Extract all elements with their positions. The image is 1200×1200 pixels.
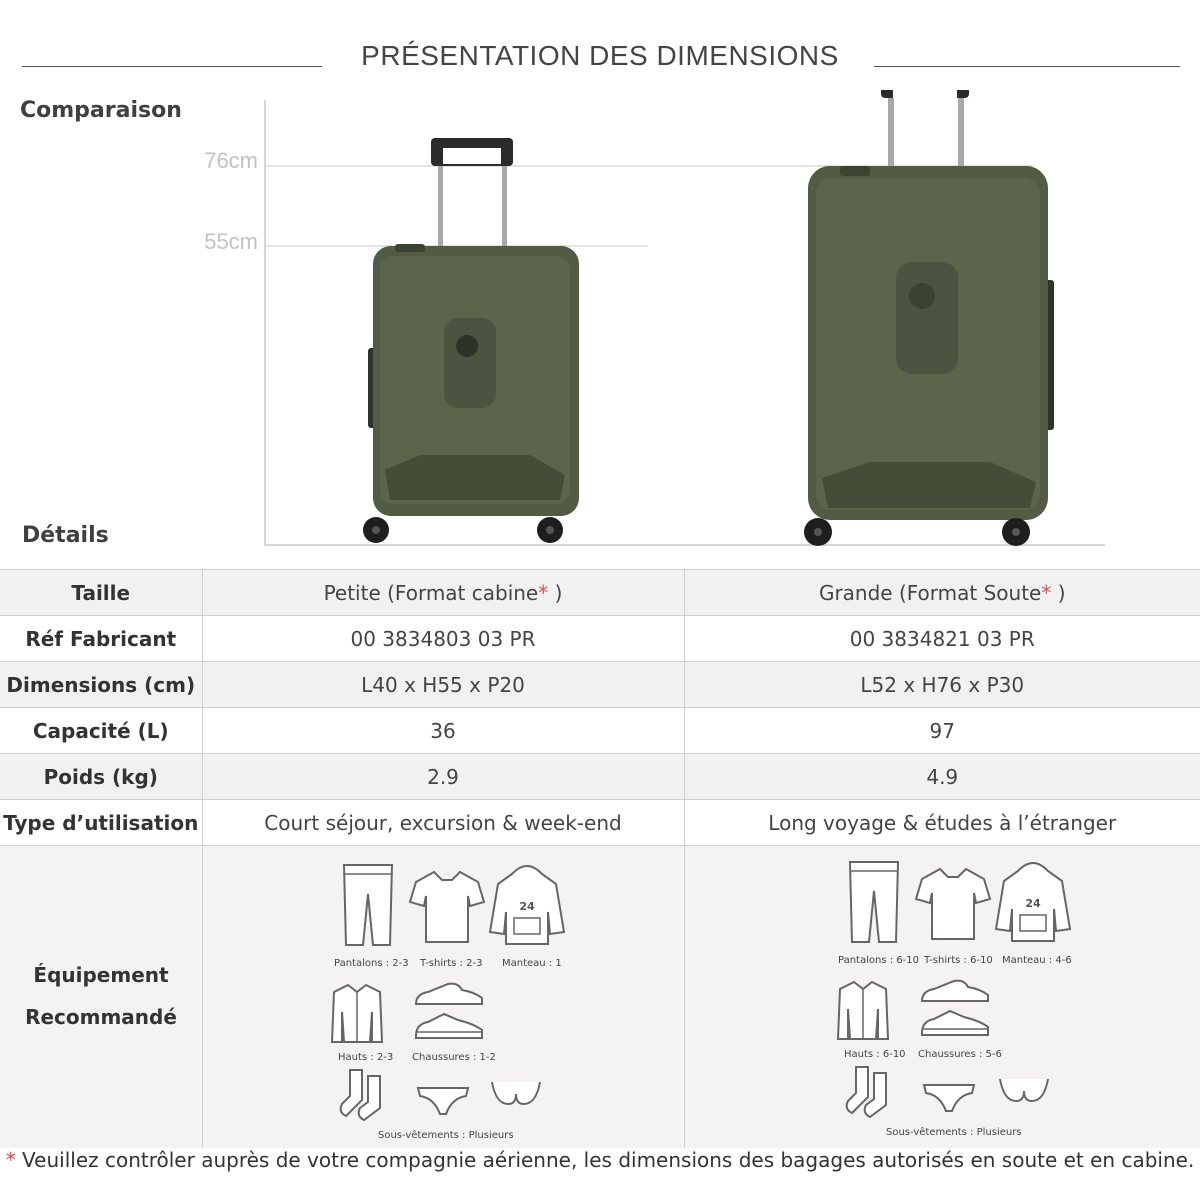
caption-coat-small: Manteau : 1 [502,958,562,969]
equipment-label: Équipement Recommandé [25,963,177,1029]
cell-capacity-large: 97 [684,708,1200,754]
shirt-icon [836,979,890,1043]
table-row-weight [0,754,1200,800]
bra-icon [998,1075,1050,1107]
sneaker-icon [920,1009,990,1039]
cell-weight-large: 4.9 [684,754,1200,800]
cell-reference-large: 00 3834821 03 PR [684,616,1200,662]
table-row-capacity [0,708,1200,754]
caption-coat-large: Manteau : 4-6 [1002,955,1072,966]
socks-icon [336,1066,392,1122]
underwear-icon [416,1084,470,1118]
equipment-large [836,846,1076,1148]
row-label-capacity: Capacité (L) [0,708,202,754]
tshirt-icon [408,868,486,946]
shirt-icon [330,982,384,1046]
table-row-usage [0,800,1200,846]
hoodie-icon [994,859,1072,945]
cell-weight-small: 2.9 [202,754,684,800]
cell-dimensions-small: L40 x H55 x P20 [202,662,684,708]
caption-tshirts-large: T-shirts : 6-10 [924,955,993,966]
caption-underwear-large: Sous-vêtements : Plusieurs [886,1127,1022,1138]
caption-shoes-small: Chaussures : 1-2 [412,1052,496,1063]
row-label-dimensions: Dimensions (cm) [0,662,202,708]
size-comparison-chart [0,90,1200,560]
caption-underwear-small: Sous-vêtements : Plusieurs [378,1130,514,1141]
table-row-dimensions [0,662,1200,708]
header-rule-right [874,66,1180,67]
table-row-reference [0,616,1200,662]
section-comparison-label: Comparaison [20,98,182,123]
height-label-76cm: 76cm [204,148,258,173]
sneaker-icon [414,1012,484,1042]
equipment-row [0,846,1200,1148]
cell-size-small: Petite (Format cabine* ) [202,570,684,616]
cell-usage-large: Long voyage & études à l’étranger [684,800,1200,846]
large-suitcase-image [804,90,1054,546]
section-details-label: Détails [22,523,109,548]
cell-size-large: Grande (Format Soute* ) [684,570,1200,616]
table-row-size [0,570,1200,616]
underwear-icon [922,1081,976,1115]
caption-tshirts-small: T-shirts : 2-3 [420,958,483,969]
caption-shoes-large: Chaussures : 5-6 [918,1049,1002,1060]
pants-icon [340,862,396,948]
specs-table [0,569,1200,846]
page-title: PRÉSENTATION DES DIMENSIONS [361,40,839,71]
small-suitcase-image [363,138,579,543]
cell-capacity-small: 36 [202,708,684,754]
row-label-size: Taille [0,570,202,616]
socks-icon [842,1063,898,1119]
row-label-usage: Type d’utilisation [0,800,202,846]
svg-text:24: 24 [1025,897,1041,910]
cell-dimensions-large: L52 x H76 x P30 [684,662,1200,708]
caption-tops-large: Hauts : 6-10 [844,1049,906,1060]
row-label-weight: Poids (kg) [0,754,202,800]
caption-tops-small: Hauts : 2-3 [338,1052,394,1063]
caption-pants-small: Pantalons : 2-3 [334,958,409,969]
caption-pants-large: Pantalons : 6-10 [838,955,919,966]
dress-shoe-icon [920,977,990,1005]
equipment-small [330,846,570,1148]
footnote: * Veuillez contrôler auprès de votre compagnie aérienne, les dimensions des bagages autorisés en soute et en cabine. [5,1148,1195,1172]
tshirt-icon [914,865,992,943]
height-label-55cm: 55cm [204,229,258,254]
hoodie-icon [488,862,566,948]
row-label-reference: Réf Fabricant [0,616,202,662]
pants-icon [846,859,902,945]
dress-shoe-icon [414,980,484,1008]
bra-icon [490,1078,542,1110]
cell-usage-small: Court séjour, excursion & week-end [202,800,684,846]
svg-text:24: 24 [519,900,535,913]
cell-reference-small: 00 3834803 03 PR [202,616,684,662]
